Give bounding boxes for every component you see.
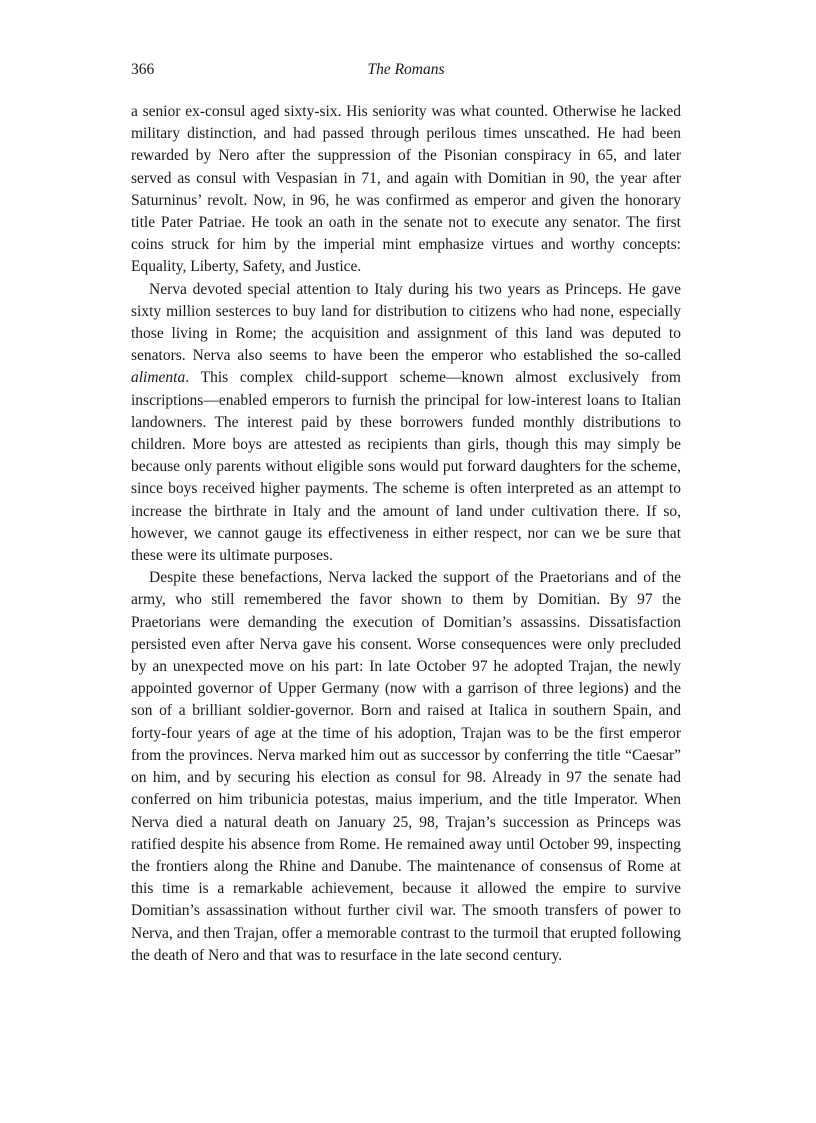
paragraph-3-text: Despite these benefactions, Nerva lacked the support of the Praetorians and of the army, who still remembered the favor shown to them by Domitian. By 97 the Praetorians were demanding the execution of Domitian’s assassins. Dissatisfaction persisted even after Nerva gave his consent. Worse consequences were only precluded by an unexpected move on his part: In late October 97 he adopted Trajan, the newly appointed governor of Upper Germany (now with a garrison of three legions) and the son of a brilliant soldier-governor. Born and raised at Italica in southern Spain, and forty-four years of age at the time of his adoption, Trajan was to be the first emperor from the provinces. Nerva marked him out as successor by conferring the title “Caesar” on him, and by securing his election as consul for 98. Already in 97 the senate had conferred on him tribunicia potestas, maius imperium, and the title Imperator. When Nerva died a natural death on January 25, 98, Trajan’s succession as Princeps was ratified despite his absence from Rome. He remained away until October 99, inspecting the frontiers along the Rhine and Danube. The maintenance of consensus of Rome at this time is a remarkable achievement, because it allowed the empire to survive Domitian’s assassination without further civil war. The smooth transfers of power to Nerva, and then Trajan, offer a memorable contrast to the turmoil that erupted following the death of Nero and that was to resurface in the late second century. [131, 569, 681, 964]
body-text [131, 101, 681, 967]
alimenta-term: alimenta [131, 369, 186, 387]
running-head [131, 60, 681, 80]
paragraph-2-text-a: Nerva devoted special attention to Italy during his two years as Princeps. He gave sixty million sesterces to buy land for distribution to citizens who had none, especially those living in Rome; the acquisition and assignment of this land was deputed to senators. Nerva also seems to have been the emperor who established the so-called [131, 280, 681, 365]
paragraph-2-text-b: . This complex child-support scheme—known almost exclusively from inscriptions—enabled emperors to furnish the principal for low-interest loans to Italian landowners. The interest paid by these borrowers funded monthly distributions to children. More boys are attested as recipients than girls, though this may simply be because only parents without eligible sons would put forward daughters for the scheme, since boys received higher payments. The scheme is often interpreted as an attempt to increase the birthrate in Italy and the amount of land under cultivation there. If so, however, we cannot gauge its effectiveness in either respect, nor can we be sure that these were its ultimate purposes. [131, 369, 681, 565]
paragraph-2 [131, 279, 681, 568]
paragraph-3 [131, 567, 681, 967]
page-number: 366 [131, 61, 155, 78]
running-title: The Romans [367, 61, 445, 78]
paragraph-1 [131, 101, 681, 279]
paragraph-1-text: a senior ex-consul aged sixty-six. His seniority was what counted. Otherwise he lacked military distinction, and had passed through perilous times unscathed. He had been rewarded by Nero after the suppression of the Pisonian conspiracy in 65, and later served as consul with Vespasian in 71, and again with Domitian in 90, the year after Saturninus’ revolt. Now, in 96, he was confirmed as emperor and given the honorary title Pater Patriae. He took an oath in the senate not to execute any senator. The first coins struck for him by the imperial mint emphasize virtues and worthy concepts: Equality, Liberty, Safety, and Justice. [131, 103, 681, 276]
